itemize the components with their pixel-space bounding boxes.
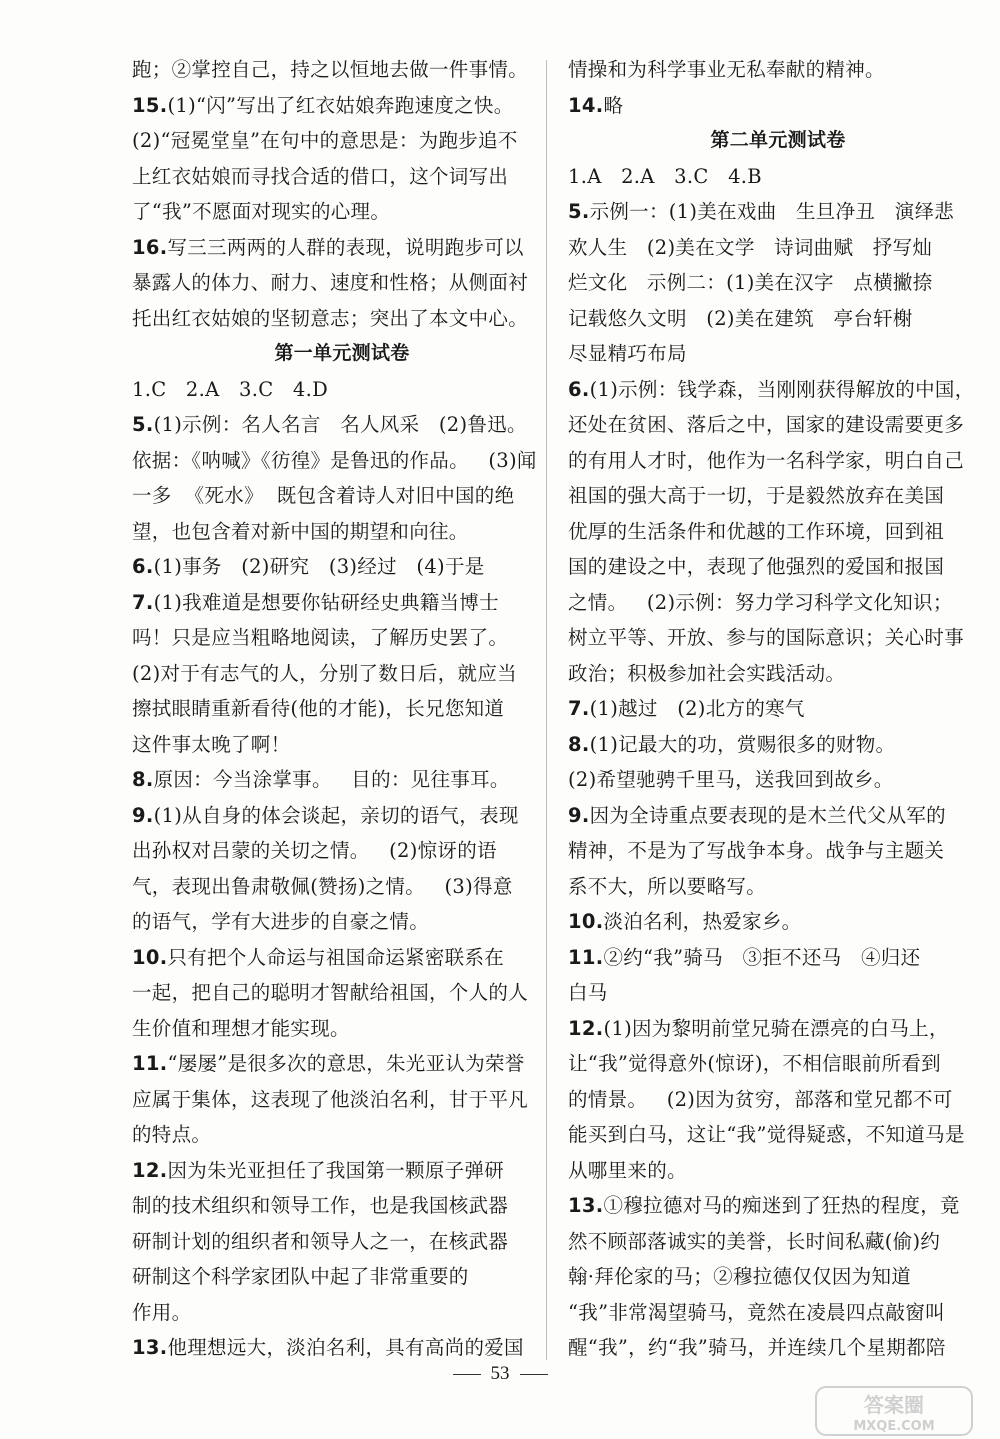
line-text: 应属于集体，这表现了他淡泊名利，甘于平凡: [132, 1087, 529, 1111]
line-text: 1.A 2.A 3.C 4.B: [568, 164, 762, 188]
question-number: 16.: [132, 235, 168, 259]
text-line: [568, 88, 988, 124]
text-line: [568, 1117, 988, 1153]
line-text: 精神，不是为了写战争本身。战争与主题关: [568, 839, 945, 862]
line-text: 树立平等、开放、参与的国际意识；关心时事: [568, 626, 965, 649]
text-line: [568, 1330, 988, 1366]
line-text: 从哪里来的。: [568, 1158, 687, 1182]
line-text: (1)“闪”写出了红衣姑娘奔跑速度之快。: [167, 93, 514, 117]
question-number: 5.: [568, 200, 590, 223]
text-line: [132, 1259, 552, 1295]
line-text: 这件事太晚了啊！: [132, 732, 291, 756]
line-text: 醒“我”，约“我”骑马，并连续几个星期都陪: [568, 1336, 946, 1359]
text-line: [132, 514, 552, 550]
line-text: 研制计划的组织者和领导人之一，在核武器: [132, 1229, 509, 1253]
question-number: 10.: [568, 910, 604, 933]
text-line: [568, 940, 988, 976]
line-text: 望，也包含着对新中国的期望和向往。: [132, 519, 469, 543]
question-number: 14.: [568, 93, 604, 117]
line-text: (2)希望驰骋千里马，送我回到故乡。: [568, 768, 894, 791]
text-line: [568, 656, 988, 692]
line-text: ②约“我”骑马 ③拒不还马 ④归还: [603, 945, 921, 969]
line-text: 翰·拜伦家的马；②穆拉德仅仅因为知道: [568, 1265, 912, 1288]
line-text: 依据：《呐喊》《彷徨》是鲁迅的作品。 (3)闻: [132, 448, 537, 472]
line-text: (2)对于有志气的人，分别了数日后，就应当: [132, 661, 517, 685]
text-line: [132, 1117, 552, 1153]
line-text: 研制这个科学家团队中起了非常重要的: [132, 1265, 469, 1288]
question-number: 13.: [132, 1336, 168, 1359]
line-text: 只有把个人命运与祖国命运紧密联系在: [167, 945, 505, 969]
text-line: [568, 1046, 988, 1082]
question-number: 8.: [568, 732, 590, 756]
page-number: 53: [0, 1363, 1000, 1385]
text-line: [568, 301, 988, 337]
line-text: 气，表现出鲁肃敬佩(赞扬)之情。 (3)得意: [132, 874, 513, 898]
text-line: [568, 372, 988, 408]
svg-text:MXQE.COM: MXQE.COM: [853, 1419, 935, 1434]
line-text: 暴露人的体力、耐力、速度和性格；从侧面衬: [132, 271, 529, 294]
text-line: [132, 159, 552, 195]
line-text: 欢人生 (2)美在文学 诗词曲赋 抒写灿: [568, 235, 933, 259]
text-line: [568, 620, 988, 656]
line-text: 作用。: [132, 1300, 192, 1324]
line-text: 情操和为科学事业无私奉献的精神。: [568, 58, 885, 81]
text-line: [132, 52, 552, 88]
left-column: [132, 52, 552, 1366]
text-line: [132, 372, 552, 408]
line-text: 之情。 (2)示例：努力学习科学文化知识；: [568, 590, 953, 614]
question-number: 12.: [568, 1016, 604, 1040]
text-line: [132, 904, 552, 940]
line-text: 然不顾部落诚实的美誉，长时间私藏(偷)约: [568, 1229, 941, 1253]
text-line: [568, 1188, 988, 1224]
line-text: 的语气，学有大进步的自豪之情。: [132, 910, 430, 933]
line-text: 优厚的生活条件和优越的工作环境，回到祖: [568, 519, 945, 543]
line-text: 因为全诗重点要表现的是木兰代父从军的: [589, 803, 946, 827]
text-line: [132, 88, 552, 124]
question-number: 10.: [132, 945, 168, 969]
line-text: 示例一：(1)美在戏曲 生旦净丑 演绎悲: [589, 200, 955, 223]
line-text: 他理想远大，淡泊名利，具有高尚的爱国: [167, 1336, 524, 1359]
text-line: [568, 159, 988, 195]
line-text: ①穆拉德对马的痴迷到了狂热的程度，竟: [603, 1194, 960, 1217]
text-line: [132, 478, 552, 514]
line-text: 擦拭眼睛重新看待(他的才能)，长兄您知道: [132, 697, 505, 720]
text-line: [132, 1330, 552, 1366]
text-line: [132, 123, 552, 159]
line-text: 的有用人才时，他作为一名科学家，明白自己: [568, 448, 965, 472]
line-text: 了“我”不愿面对现实的心理。: [132, 200, 391, 223]
text-line: [132, 940, 552, 976]
question-number: 12.: [132, 1158, 168, 1182]
text-line: [132, 798, 552, 834]
line-text: 因为朱光亚担任了我国第一颗原子弹研: [167, 1158, 505, 1182]
line-text: 的情景。 (2)因为贫穷，部落和堂兄都不可: [568, 1087, 953, 1111]
right-column: [568, 52, 988, 1366]
text-line: [132, 443, 552, 479]
line-text: “我”非常渴望骑马，竟然在凌晨四点敲窗叫: [568, 1300, 945, 1324]
text-line: [568, 194, 988, 230]
text-line: [568, 265, 988, 301]
line-text: 还处在贫困、落后之中，国家的建设需要更多: [568, 413, 965, 436]
line-text: (1)记最大的功，赏赐很多的财物。: [589, 732, 896, 756]
text-line: [132, 762, 552, 798]
text-line: [132, 407, 552, 443]
line-text: 上红衣姑娘而寻找合适的借口，这个词写出: [132, 164, 509, 188]
text-line: [568, 798, 988, 834]
line-text: 尽显精巧布局: [568, 342, 687, 365]
text-line: [568, 1259, 988, 1295]
text-line: [132, 1046, 552, 1082]
question-number: 7.: [132, 590, 154, 614]
text-line: [132, 1082, 552, 1118]
watermark-logo: [814, 1385, 974, 1437]
line-text: (2)“冠冕堂皇”在句中的意思是：为跑步追不: [132, 129, 518, 152]
text-line: [568, 1011, 988, 1047]
line-text: (1)我难道是想要你钻研经史典籍当博士: [153, 590, 499, 614]
question-number: 9.: [132, 803, 154, 827]
text-line: [132, 549, 552, 585]
line-text: 跑；②掌控自己，持之以恒地去做一件事情。: [132, 58, 529, 81]
line-text: 写三三两两的人群的表现，说明跑步可以: [167, 235, 524, 259]
text-line: [132, 230, 552, 266]
line-text: 出孙权对吕蒙的关切之情。 (2)惊讶的语: [132, 839, 497, 862]
text-line: [132, 585, 552, 621]
line-text: 托出红衣姑娘的坚韧意志；突出了本文中心。: [132, 306, 529, 330]
text-line: [568, 762, 988, 798]
question-number: 8.: [132, 768, 154, 791]
text-line: [568, 514, 988, 550]
text-line: [568, 1224, 988, 1260]
text-line: [132, 1153, 552, 1189]
text-line: [132, 194, 552, 230]
line-text: 吗！只是应当粗略地阅读，了解历史罢了。: [132, 626, 509, 649]
line-text: (1)越过 (2)北方的寒气: [589, 697, 805, 720]
text-line: [568, 691, 988, 727]
line-text: 国的建设之中，表现了他强烈的爱国和报国: [568, 555, 945, 578]
text-line: [132, 1295, 552, 1331]
question-number: 15.: [132, 93, 168, 117]
text-line: [568, 443, 988, 479]
text-line: [568, 904, 988, 940]
question-number: 11.: [568, 945, 604, 969]
text-line: [132, 833, 552, 869]
text-line: [132, 869, 552, 905]
text-line: [568, 869, 988, 905]
text-line: [568, 1082, 988, 1118]
text-line: [132, 620, 552, 656]
column-divider: [546, 60, 547, 1360]
text-line: [568, 1153, 988, 1189]
line-text: 记载悠久文明 (2)美在建筑 亭台轩榭: [568, 306, 913, 330]
text-line: [568, 478, 988, 514]
text-line: [568, 336, 988, 372]
question-number: 6.: [568, 377, 590, 401]
line-text: 制的技术组织和领导工作，也是我国核武器: [132, 1194, 509, 1217]
text-line: [132, 656, 552, 692]
text-line: [132, 975, 552, 1011]
question-number: 11.: [132, 1052, 168, 1075]
text-line: [132, 265, 552, 301]
line-text: 一起，把自己的聪明才智献给祖国，个人的人: [132, 981, 529, 1004]
line-text: (1)事务 (2)研究 (3)经过 (4)于是: [153, 555, 485, 578]
section-heading: 第一单元测试卷: [274, 342, 410, 364]
text-line: [568, 230, 988, 266]
line-text: 祖国的强大高于一切，于是毅然放弃在美国: [568, 484, 945, 507]
line-text: 略: [603, 93, 624, 117]
text-line: [132, 691, 552, 727]
line-text: 白马: [568, 981, 608, 1004]
text-line: [568, 833, 988, 869]
line-text: 能买到白马，这让“我”觉得疑惑，不知道马是: [568, 1123, 965, 1146]
question-number: 5.: [132, 413, 154, 436]
line-text: (1)示例：名人名言 名人风采 (2)鲁迅。: [153, 413, 527, 436]
text-line: [132, 727, 552, 763]
line-text: (1)从自身的体会谈起，亲切的语气，表现: [153, 803, 519, 827]
line-text: 原因：今当涂掌事。 目的：见往事耳。: [153, 768, 510, 791]
line-text: 系不大，所以要略写。: [568, 874, 767, 898]
text-line: [568, 549, 988, 585]
question-number: 7.: [568, 697, 590, 720]
text-line: [132, 1188, 552, 1224]
section-heading: 第二单元测试卷: [710, 129, 846, 151]
line-text: 烂文化 示例二：(1)美在汉字 点横撇捺: [568, 271, 933, 294]
question-number: 13.: [568, 1194, 604, 1217]
text-line: [132, 301, 552, 337]
text-line: [568, 727, 988, 763]
question-number: 6.: [132, 555, 154, 578]
text-line: [132, 1224, 552, 1260]
line-text: (1)因为黎明前堂兄骑在漂亮的白马上，: [603, 1016, 949, 1040]
svg-text:答案圈: 答案圈: [864, 1393, 924, 1417]
line-text: 1.C 2.A 3.C 4.D: [132, 377, 329, 401]
line-text: 的特点。: [132, 1123, 212, 1146]
text-line: [568, 975, 988, 1011]
text-line: [132, 1011, 552, 1047]
line-text: 淡泊名利，热爱家乡。: [603, 910, 802, 933]
line-text: 一多 《死水》 既包含着诗人对旧中国的绝: [132, 484, 515, 507]
line-text: 生价值和理想才能实现。: [132, 1016, 350, 1040]
text-line: [568, 585, 988, 621]
text-line: [568, 52, 988, 88]
line-text: 政治；积极参加社会实践活动。: [568, 661, 846, 685]
line-text: 让“我”觉得意外(惊讶)，不相信眼前所看到: [568, 1052, 941, 1075]
text-line: [568, 1295, 988, 1331]
question-number: 9.: [568, 803, 590, 827]
line-text: (1)示例：钱学森，当刚刚获得解放的中国，: [589, 377, 975, 401]
text-line: [568, 407, 988, 443]
line-text: “屡屡”是很多次的意思，朱光亚认为荣誉: [167, 1052, 525, 1075]
